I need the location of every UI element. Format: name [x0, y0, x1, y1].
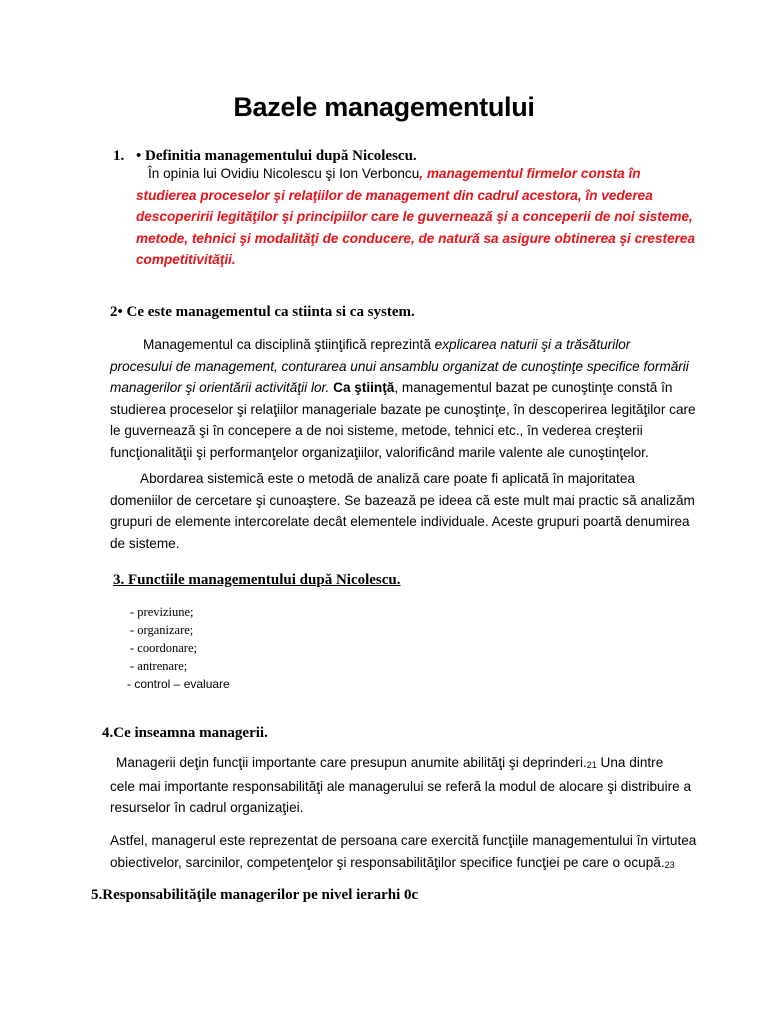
section4-p1-line3: resurselor în cadrul organizaţiei.: [110, 800, 304, 815]
section1-number: 1.: [113, 148, 125, 164]
section1-highlight-line5: competitivităţii.: [136, 252, 236, 267]
section4-heading: 4.Ce inseamna managerii.: [102, 725, 268, 741]
footnote-ref: 23: [664, 859, 675, 870]
section1-paragraph: [136, 163, 695, 271]
section2-p1-line3b: Ca ştiinţă: [329, 380, 395, 395]
section2-p1-line5: le guvernează şi în concepere a de noi sisteme, metode, tehnici etc., în vederea creşterii: [110, 423, 643, 438]
section1-highlight-line1: , managementul firmelor consta în: [419, 166, 641, 181]
section1-highlight-line2: studierea proceselor şi relaţiilor de management din cadrul acestora, în vederea: [136, 187, 653, 203]
section1-highlight-line3: descoperirii legităţilor şi principiilor care le guvernează şi a conceperii de noi sisteme,: [136, 209, 693, 224]
document-title: Bazele managementului: [233, 92, 535, 122]
section4-paragraph2: [110, 830, 696, 875]
management-functions-list: [127, 603, 230, 693]
section2-p1-line3c: , managementul bazat pe cunoştinţe constă în: [394, 380, 673, 395]
section2-p2-line1: Abordarea sistemică este o metodă de analiză care poate fi aplicată în majoritatea: [140, 471, 635, 486]
section2-heading: 2• Ce este managementul ca stiinta si ca system.: [110, 304, 415, 320]
list-item: - previziune;: [130, 605, 194, 619]
section2-p1-line1a: Managementul ca disciplină ştiinţifică reprezintă: [143, 337, 435, 352]
section2-p2-line2: domeniilor de cercetare şi cunoaştere. Se bazează pe ideea că este mult mai practic să analizăm: [110, 492, 695, 508]
section1-heading: • Definitia managementului după Nicolescu.: [136, 148, 417, 164]
section2-p1-line2: procesului de management, conturarea unui ansamblu organizat de cunoştinţe specifice formării: [110, 358, 689, 374]
section2-paragraph1: [110, 334, 696, 463]
footnote-ref: 21: [586, 760, 597, 770]
list-item: - control – evaluare: [127, 677, 230, 691]
section4-p1-line1: Managerii deţin funcţii importante care presupun anumite abilităţi şi deprinderi.: [116, 755, 587, 770]
list-item: - coordonare;: [130, 641, 197, 655]
section2-p2-line4: de sisteme.: [110, 535, 180, 551]
section2-p2-line3: grupuri de elemente intercorelate decât elementele individuale. Aceste grupuri poartă denumirea: [110, 514, 690, 529]
section1-highlight-line4: metode, tehnici şi modalităţi de conducere, de natură sa asigure obtinerea şi cresterea: [136, 230, 696, 246]
section2-p1-line6: funcţionalităţii şi performanţelor organizaţiilor, valorificând marile valente ale cunoştinţelor.: [110, 444, 649, 460]
section2-p1-line3a: managerilor şi orientării activităţii lor.: [110, 380, 330, 395]
section2-p1-line4: studierea proceselor şi relaţiilor manageriale bazate pe cunoştinţe, în descoperirea legităţilor care: [110, 401, 696, 417]
list-item: - organizare;: [130, 623, 194, 637]
section1-intro: În opinia lui Ovidiu Nicolescu şi Ion Verboncu: [148, 166, 420, 181]
section4-p1-line2: cele mai importante responsabilităţi ale managerului se referă la modul de alocare şi distribuire a: [110, 778, 692, 794]
section5-heading: 5.Responsabilităţile managerilor pe nivel ierarhi 0c: [91, 887, 419, 903]
section2-p1-line1b: explicarea naturii şi a trăsăturilor: [434, 337, 631, 352]
list-item: - antrenare;: [130, 659, 188, 673]
section4-p2-line1: Astfel, managerul este reprezentat de persoana care exercită funcţiile managementului în virtutea: [110, 833, 697, 848]
section3-heading: 3. Functiile managementului după Nicolescu.: [113, 572, 401, 588]
section2-paragraph2: [110, 468, 695, 554]
section4-paragraph1: [110, 752, 691, 819]
section4-p2-line2: obiectivelor, sarcinilor, competenţelor şi responsabilităţilor specifice funcţiei pe care o ocupă.: [110, 854, 665, 870]
section4-p1-line1b: Una dintre: [596, 755, 664, 770]
